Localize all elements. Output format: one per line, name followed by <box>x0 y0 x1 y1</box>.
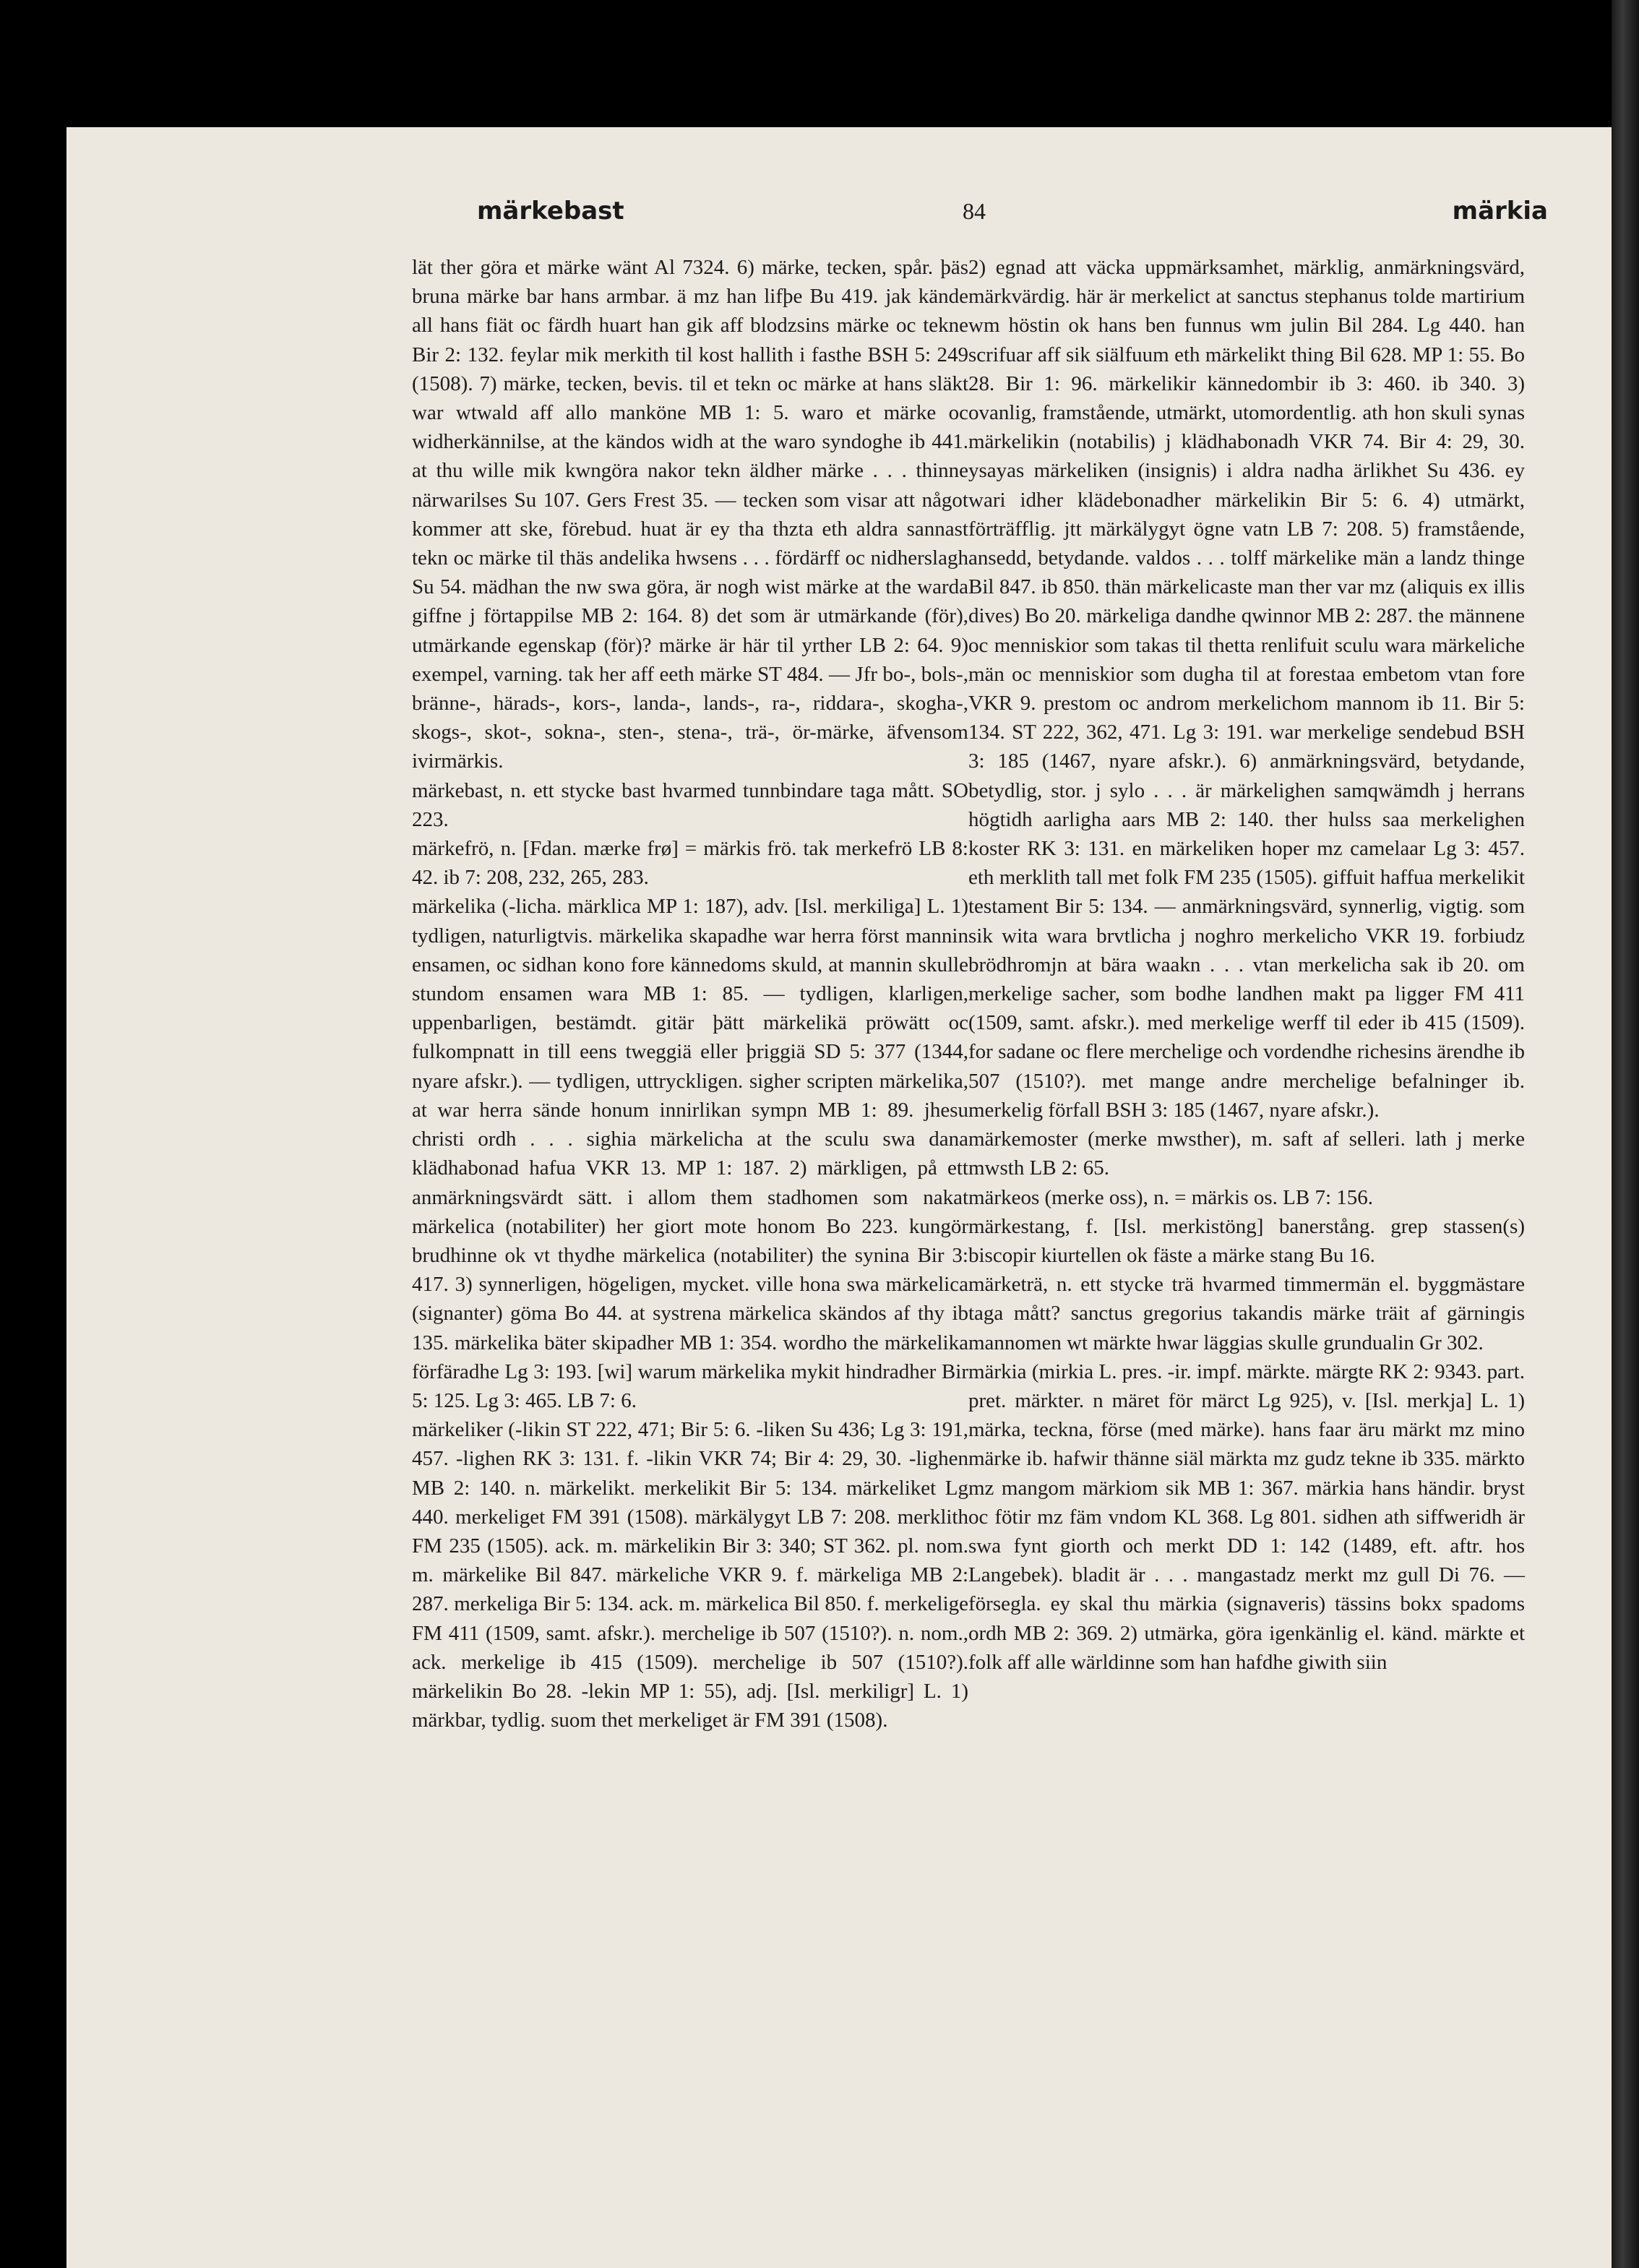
entry-markelika: märkelika (-licha. märklica MP 1: 187), adv. [Isl. merkiliga] L. 1) tydligen, naturligtvis. märkelika skapadhe war herra först mannin ensamen, oc sidhan kono fore kännedoms skuld, at mannin skulle stundom ensamen wara MB 1: 85. — tydligen, klarligen, uppenbarligen, bestämdt. gitär þätt märkelikä pröwätt oc fulkompnatt in till eens tweggiä eller þriggiä SD 5: 377 (1344, nyare afskr.). — tydligen, uttryckligen. sigher scripten märkelika, at war herra sände honum innirlikan sympn MB 1: 89. jhesu christi ordh . . . sighia märkelicha at the sculu swa dana klädhabonad hafua VKR 13. MP 1: 187. 2) märkligen, på ett anmärkningsvärdt sätt. i allom them stadhomen som nakat märkelica (notabiliter) her giort mote honom Bo 223. kungör brudhinne ok vt thydhe märkelica (notabiliter) the synina Bir 3: 417. 3) synnerligen, högeligen, mycket. ville hona swa märkelica (signanter) göma Bo 44. at systrena märkelica skändos af thy ib 135. märkelika bäter skipadher MB 1: 354. wordho the märkelika förfäradhe Lg 3: 193. [wi] warum märkelika mykit hindradher Bir 5: 125. Lg 3: 465. LB 7: 6. <box>412 895 968 1412</box>
running-header <box>413 197 1548 240</box>
entry-markia: märkia (mirkia L. pres. -ir. impf. märkte. märgte RK 2: 9343. part. pret. märkter. n märet för märct Lg 925), v. [Isl. merkja] L. 1) märka, teckna, förse (med märke). hans faar äru märkt mz mino märke ib. hafwir thänne siäl märkta mz gudz tekne ib 335. märkto mz mangom märkiom sik MB 1: 367. märkia hans händir. bryst oc fötir mz fäm vndom KL 368. Lg 801. sidhen ath siffweridh är swa fynt giorth och merkt DD 1: 142 (1489, eft. aftr. hos Langebek). bladit är . . . mangastadz merkt mz gull Di 76. — försegla. ey skal thu märkia (signaveris) tässins bokx spadoms ordh MB 2: 369. 2) utmärka, göra igenkänlig el. känd. märkte et folk aff alle wärldinne som han hafdhe giwith siin <box>968 1359 1525 1674</box>
entry-marketra: märketrä, n. ett stycke trä hvarmed timmermän el. byggmästare taga mått? sanctus gregorius takandis märke träit af gärningis mannomen wt märkte hwar läggias skulle grundualin Gr 302. <box>968 1273 1525 1354</box>
entry-markestang: märkestang, f. [Isl. merkistöng] banerstång. grep stassen(s) biscopir kiurtellen ok fäste a märke stang Bu 16. <box>968 1214 1525 1267</box>
entry-markeos: märkeos (merke oss), n. = märkis os. LB 7: 156. <box>968 1185 1374 1209</box>
entry-markefro: märkefrö, n. [Fdan. mærke frø] = märkis frö. tak merkefrö LB 8: 42. ib 7: 208, 232, 265, 283. <box>412 837 968 890</box>
right-column <box>968 253 1525 1677</box>
entry-markeliker: märkeliker (-likin ST 222, 471; Bir 5: 6. -liken Su 436; Lg 3: 191, 457. -lighen RK 3: 131. f. -likin VKR 74; Bir 4: 29, 30. -lighen MB 2: 140. n. märkelikt. merkelikit Bir 5: 134. märkeliket Lg 440. merkeliget FM 391 (1508). märkälygyt LB 7: 208. merklith FM 235 (1505). ack. m. märkelikin Bir 3: 340; ST 362. pl. nom. m. märkelike Bil 847. märkeliche VKR 9. f. märkeliga MB 2: 287. merkeliga Bir 5: 134. ack. m. märkelica Bil 850. f. merkelige FM 411 (1509, samt. afskr.). merchelige ib 507 (1510?). n. nom., ack. merkelige ib 415 (1509). merchelige ib 507 (1510?). märkelikin Bo 28. -lekin MP 1: 55), adj. [Isl. merkiligr] L. 1) märkbar, tydlig. suom thet merkeliget är FM 391 (1508). <box>412 1418 968 1732</box>
page-number: 84 <box>963 198 986 224</box>
entry-markemoster: märkemoster (merke mwsther), m. saft af selleri. lath j merke mwsth LB 2: 65. <box>968 1127 1525 1180</box>
entry-continuation: lät ther göra et märke wänt Al 7324. 6) märke, tecken, spår. þäs bruna märke bar hans armbar. ä mz han lifþe Bu 419. jak kände all hans fiät oc färdh huart han gik aff blodzsins märke oc tekne Bir 2: 132. feylar mik merkith til kost hallith i fasthe BSH 5: 249 (1508). 7) märke, tecken, bevis. til et tekn oc märke at hans släkt war wtwald aff allo manköne MB 1: 5. waro et märke oc widherkännilse, at the kändos widh at the waro syndoghe ib 441. at thu wille mik kwngöra nakor tekn äldher märke . . . thinne närwarilses Su 107. Gers Frest 35. — tecken som visar att något kommer att ske, förebud. huat är ey tha thzta eth aldra sannast tekn oc märke til thäs andelika hwsens . . . fördärff oc nidherslagh Su 54. mädhan the nw swa göra, är nogh wist märke at the warda giffne j förtappilse MB 2: 164. 8) det som är utmärkande (för), utmärkande egenskap (för)? märke är här til yrther LB 2: 64. 9) exempel, varning. tak her aff eeth märke ST 484. — Jfr bo-, bols-, bränne-, härads-, kors-, landa-, lands-, ra-, riddara-, skogha-, skogs-, skot-, sokna-, sten-, stena-, trä-, ör-märke, äfvensom ivirmärkis. <box>412 256 968 773</box>
entry-markebast: märkebast, n. ett stycke bast hvarmed tunnbindare taga mått. SO 223. <box>412 778 968 831</box>
right-headword: märkia <box>1452 197 1548 225</box>
left-headword: märkebast <box>477 197 624 225</box>
entry-markeliker-continued: 2) egnad att väcka uppmärksamhet, märklig, anmärkningsvärd, märkvärdig. här är merkelict at sanctus stephanus tolde martirium wm höstin ok hans ben funnus wm julin Bil 284. Lg 440. han scrifuar aff sik siälfuum eth märkelikt thing Bil 628. MP 1: 55. Bo 28. Bir 1: 96. märkelikir kännedombir ib 3: 460. ib 340. 3) ovanlig, framstående, utmärkt, utomordentlig. ath hon skuli synas märkelikin (notabilis) j klädhabonadh VKR 74. Bir 4: 29, 30. ysayas märkeliken (insignis) i aldra nadha ärlikhet Su 436. ey wari idher klädebonadher märkelikin Bir 5: 6. 4) utmärkt, förträfflig. jtt märkälygyt ögne vatn LB 7: 208. 5) framstående, ansedd, betydande. valdos . . . tolff märkelike män a landz thinge Bil 847. ib 850. thän märkelicaste man ther var mz (aliquis ex illis dives) Bo 20. märkeliga dandhe qwinnor MB 2: 287. the männene oc menniskior som takas til thetta renlifuit sculu wara märkeliche män oc menniskior som dugha til at forestaa embetom vtan fore VKR 9. prestom oc androm merkelichom mannom ib 11. Bir 5: 134. ST 222, 362, 471. Lg 3: 191. war merkelige sendebud BSH 3: 185 (1467, nyare afskr.). 6) anmärkningsvärd, betydande, betydlig, stor. j sylo . . . är märkelighen samqwämdh j herrans högtidh aarligha aars MB 2: 140. ther hulss saa merkelighen koster RK 3: 131. en märkeliken hoper mz camelaar Lg 3: 457. eth merklith tall met folk FM 235 (1505). giffuit haffua merkelikit testament Bir 5: 134. — anmärkningsvärd, synnerlig, vigtig. som sik wita wara brvtlicha j noghro merkelicho VKR 19. forbiudz brödhromjn at bära waakn . . . vtan merkelicha sak ib 20. om merkelige sacher, som bodhe landhen makt pa ligger FM 411 (1509, samt. afskr.). med merkelige werff til eder ib 415 (1509). for sadane oc flere merchelige och vordendhe richesins ärendhe ib 507 (1510?). met mange andre merchelige befalninger ib. merkelig förfall BSH 3: 185 (1467, nyare afskr.). <box>968 256 1525 1122</box>
dictionary-page <box>66 127 1632 2268</box>
left-column <box>412 253 968 1735</box>
scan-edge <box>1612 0 1639 2268</box>
